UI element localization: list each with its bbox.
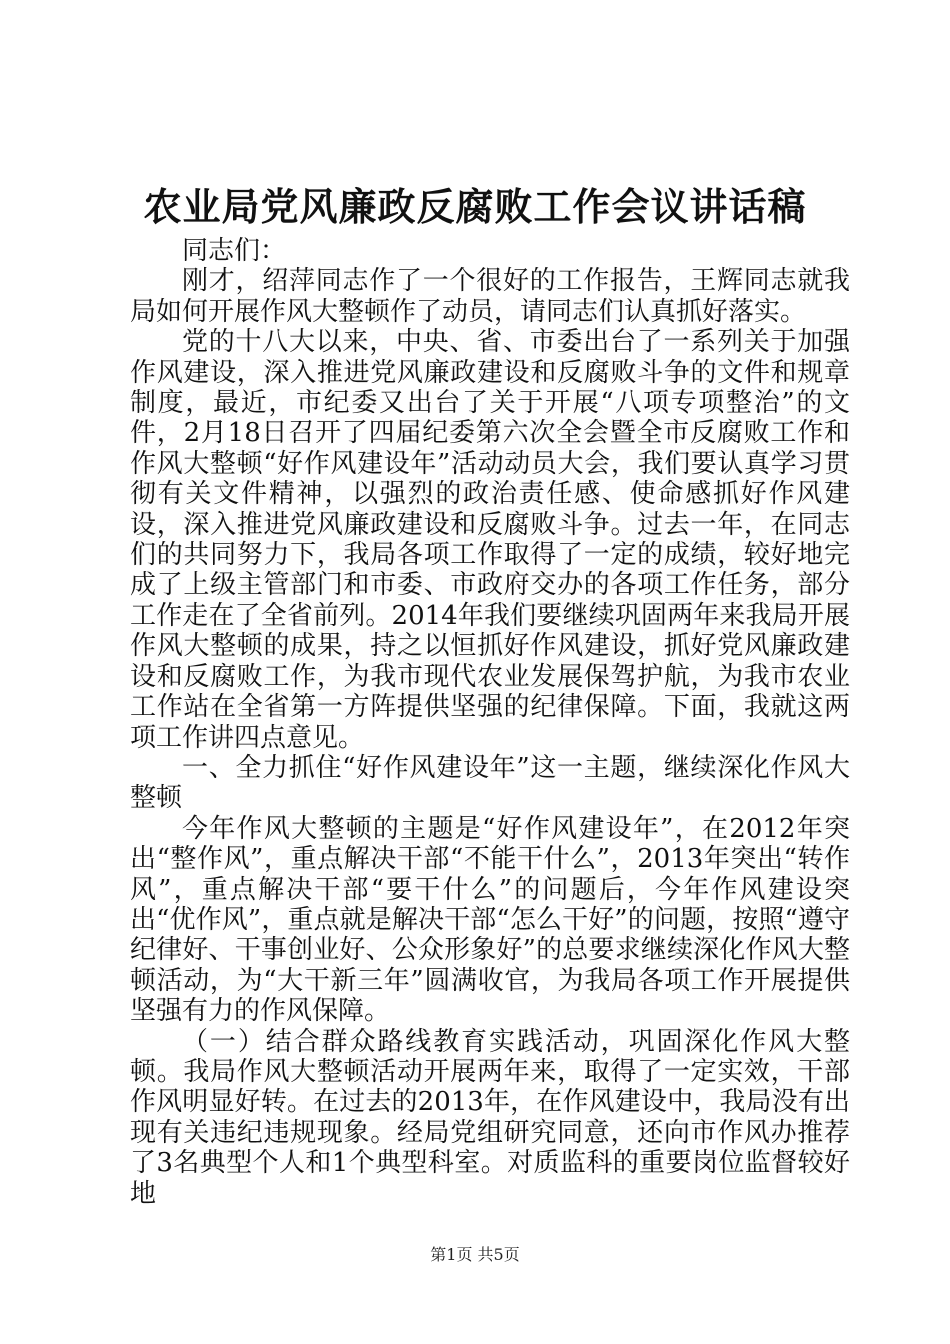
page-footer: 第1页 共5页 [430,1245,520,1264]
paragraph-salutation: 同志们： [182,236,287,266]
paragraph-background: 党的十八大以来，中央、省、市委出台了一系列关于加强作风建设，深入推进党风廉政建设和反腐败斗争的文件和规章制度，最近，市纪委又出台了关于开展“八项专项整治”的文件，2月18日召开了四届纪委第六次全会暨全市反腐败工作和作风大整顿“好作风建设年”活动动员大会，我们要认真学习贯彻有关文件精神，以强烈的政治责任感、使命感抓好作风建设，深入推进党风廉政建设和反腐败斗争。过去一年，在同志们的共同努力下，我局各项工作取得了一定的成绩，较好地完成了上级主管部门和市委、市政府交办的各项工作任务，部分工作走在了全省前列。2014年我们要继续巩固两年来我局开展作风大整顿的成果，持之以恒抓好作风建设，抓好党风廉政建设和反腐败工作，为我市现代农业发展保驾护航，为我市农业工作站在全省第一方阵提供坚强的纪律保障。下面，我就这两项工作讲四点意见。 [130,327,850,753]
document-body [130,236,850,1209]
paragraph-theme: 今年作风大整顿的主题是“好作风建设年”，在2012年突出“整作风”，重点解决干部“不能干什么”，2013年突出“转作风”，重点解决干部“要干什么”的问题后，今年作风建设突出“优作风”，重点就是解决干部“怎么干好”的问题，按照“遵守纪律好、干事创业好、公众形象好”的总要求继续深化作风大整顿活动，为“大干新三年”圆满收官，为我局各项工作开展提供坚强有力的作风保障。 [130,813,850,1027]
section-heading-1: 一、全力抓住“好作风建设年”这一主题，继续深化作风大整顿 [130,752,850,814]
paragraph-intro: 刚才，绍萍同志作了一个很好的工作报告，王辉同志就我局如何开展作风大整顿作了动员，请同志们认真抓好落实。 [130,266,850,327]
document-title: 农业局党风廉政反腐败工作会议讲话稿 [143,184,807,229]
paragraph-subsection-1: （一）结合群众路线教育实践活动，巩固深化作风大整顿。我局作风大整顿活动开展两年来，取得了一定实效，干部作风明显好转。在过去的2013年，在作风建设中，我局没有出现有关违纪违规现象。经局党组研究同意，还向市作风办推荐了3名典型个人和1个典型科室。对质监科的重要岗位监督较好地 [130,1026,850,1209]
